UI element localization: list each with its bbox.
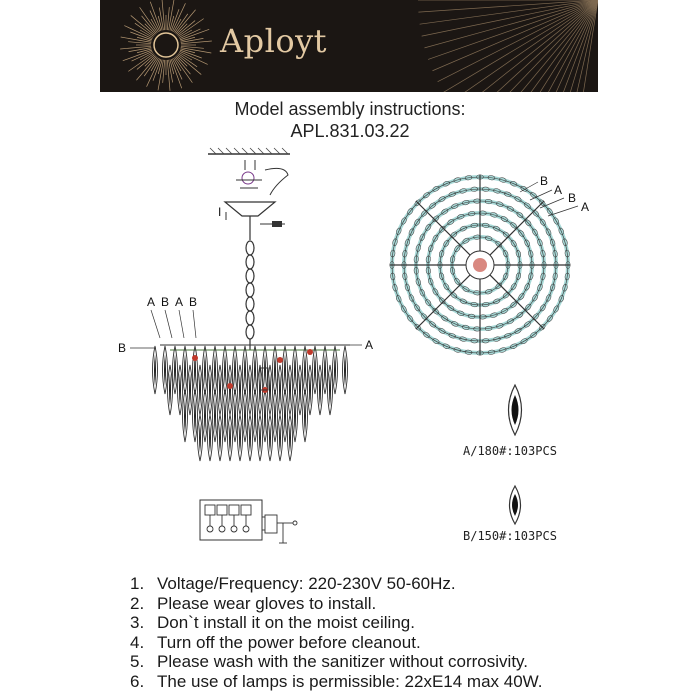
svg-text:I: I <box>218 205 222 219</box>
crystal-a-icon <box>500 383 530 437</box>
side-label-right: A <box>365 338 374 352</box>
top-label-4: A <box>581 200 590 214</box>
brand-banner <box>100 0 598 92</box>
brand-name: Aployt <box>220 22 328 60</box>
instruction-item: 3. Don`t install it on the moist ceiling. <box>130 613 415 632</box>
model-number: APL.831.03.22 <box>290 121 410 141</box>
chandelier-side-view <box>100 140 390 470</box>
side-label-3: A <box>175 295 184 309</box>
top-label-3: B <box>568 191 577 205</box>
instruction-item: 2. Please wear gloves to install. <box>130 593 377 613</box>
wiring-diagram <box>195 495 305 550</box>
crystal-b-icon <box>502 484 528 526</box>
chandelier-top-view <box>380 170 600 360</box>
instructions-list <box>130 574 690 691</box>
top-label-1: B <box>540 174 549 188</box>
instruction-item: 5. Please wash with the sanitizer without corrosivity. <box>130 652 529 671</box>
instruction-item: 1. Voltage/Frequency: 220-230V 50-60Hz. <box>130 574 456 593</box>
side-label-1: A <box>147 295 156 309</box>
document-title <box>0 98 700 142</box>
instruction-item: 4. Turn off the power before cleanout. <box>130 632 421 652</box>
top-label-2: A <box>554 183 563 197</box>
title-text: Model assembly instructions: <box>234 99 466 119</box>
side-label-left: B <box>118 341 127 355</box>
side-label-4: B <box>189 295 198 309</box>
side-label-2: B <box>161 295 170 309</box>
instruction-item: 6. The use of lamps is permissible: 22xE14 max 40W. <box>130 671 543 691</box>
crystal-a-label: A/180#:103PCS <box>463 444 557 458</box>
crystal-b-label: B/150#:103PCS <box>463 529 557 543</box>
sunburst-logo-icon <box>100 0 598 92</box>
